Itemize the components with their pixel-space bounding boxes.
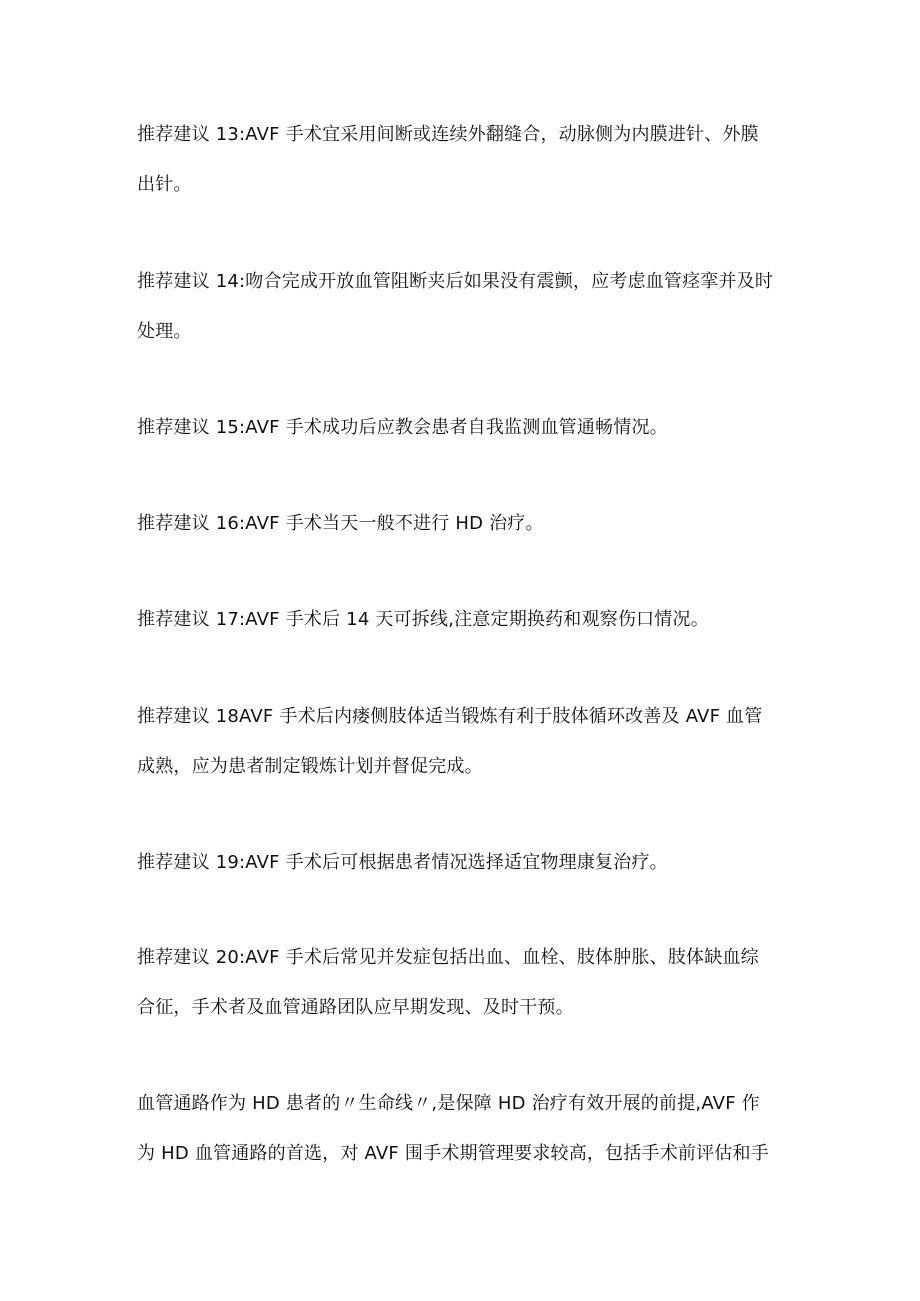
recommendation-18-line-2: 成熟，应为患者制定锻炼计划并督促完成。 (137, 756, 483, 777)
recommendation-16: 推荐建议 16:AVF 手术当天一般不进行 HD 治疗。 (137, 513, 544, 534)
recommendation-13-line-1: 推荐建议 13:AVF 手术宜采用间断或连续外翻缝合，动脉侧为内膜进针、外膜 (137, 124, 759, 145)
summary-paragraph-line-2: 为 HD 血管通路的首选，对 AVF 围手术期管理要求较高，包括手术前评估和手 (137, 1143, 769, 1164)
recommendation-15: 推荐建议 15:AVF 手术成功后应教会患者自我监测血管通畅情况。 (137, 417, 668, 438)
recommendation-17: 推荐建议 17:AVF 手术后 14 天可拆线,注意定期换药和观察伤口情况。 (137, 609, 709, 630)
recommendation-14-line-2: 处理。 (137, 321, 192, 342)
recommendation-19: 推荐建议 19:AVF 手术后可根据患者情况选择适宜物理康复治疗。 (137, 852, 668, 873)
recommendation-20-line-1: 推荐建议 20:AVF 手术后常见并发症包括出血、血栓、肢体肿胀、肢体缺血综 (137, 947, 759, 968)
recommendation-20-line-2: 合征，手术者及血管通路团队应早期发现、及时干预。 (137, 997, 574, 1018)
recommendation-14-line-1: 推荐建议 14:吻合完成开放血管阻断夹后如果没有震颤，应考虑血管痉挛并及时 (137, 271, 774, 292)
recommendation-18-line-1: 推荐建议 18AVF 手术后内瘘侧肢体适当锻炼有利于肢体循环改善及 AVF 血管 (137, 706, 763, 727)
summary-paragraph-line-1: 血管通路作为 HD 患者的〃生命线〃,是保障 HD 治疗有效开展的前提,AVF 作 (137, 1093, 760, 1114)
recommendation-13-line-2: 出针。 (137, 174, 192, 195)
